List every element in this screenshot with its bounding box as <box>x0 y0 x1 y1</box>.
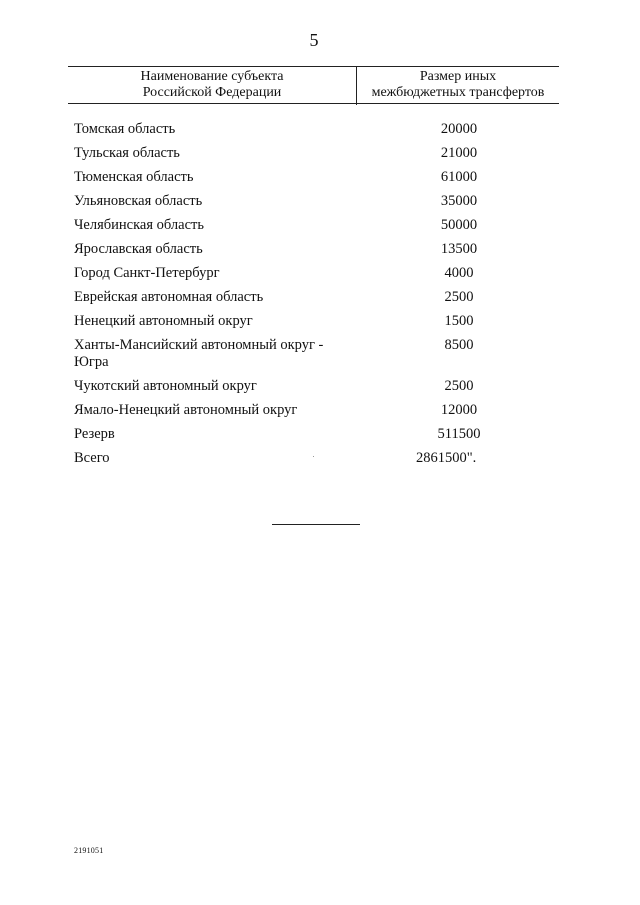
row-transfer-amount: 21000 <box>440 145 478 161</box>
row-transfer-amount: 13500 <box>440 241 478 257</box>
scan-speck <box>313 456 314 457</box>
table-row <box>74 214 564 238</box>
row-transfer-amount: 8500 <box>444 337 474 353</box>
row-subject-name: Тульская область <box>74 145 180 161</box>
end-of-table-rule <box>272 524 360 525</box>
row-transfer-amount: 1500 <box>444 313 474 329</box>
row-transfer-amount: 12000 <box>440 402 478 418</box>
row-subject-name: Город Санкт-Петербург <box>74 265 220 281</box>
table-row <box>74 286 564 310</box>
row-subject-name: Тюменская область <box>74 169 194 185</box>
document-code: 2191051 <box>74 846 104 855</box>
header-transfer-amount <box>357 69 559 101</box>
row-subject-name: Ярославская область <box>74 241 203 257</box>
row-transfer-amount: 2500 <box>444 289 474 305</box>
table-row <box>74 334 564 375</box>
table-row <box>74 262 564 286</box>
header-transfer-amount-line: Размер иных <box>419 69 497 84</box>
table-row <box>74 423 564 447</box>
table-row <box>74 190 564 214</box>
row-subject-name: Резерв <box>74 426 115 442</box>
table-header <box>68 66 559 104</box>
row-subject-name: Челябинская область <box>74 217 204 233</box>
row-subject-name: Чукотский автономный округ <box>74 378 257 394</box>
table-row <box>74 118 564 142</box>
row-subject-name: Еврейская автономная область <box>74 289 264 305</box>
header-subject-name-line: Наименование субъекта <box>140 69 284 84</box>
header-subject-name <box>68 69 356 101</box>
table-row <box>74 142 564 166</box>
row-transfer-amount: 511500 <box>437 426 481 442</box>
row-subject-name: Томская область <box>74 121 176 137</box>
row-transfer-amount: 35000 <box>440 193 478 209</box>
row-transfer-amount-total: 2861500". <box>416 450 477 466</box>
row-subject-name: Всего <box>74 450 110 466</box>
table-row <box>74 310 564 334</box>
row-transfer-amount: 20000 <box>440 121 478 137</box>
header-transfer-amount-line: межбюджетных трансфертов <box>371 85 545 100</box>
row-transfer-amount: 50000 <box>440 217 478 233</box>
row-subject-name: Ханты-Мансийский автономный округ - Югра <box>74 337 324 370</box>
table-row <box>74 399 564 423</box>
table-row <box>74 238 564 262</box>
row-transfer-amount: 61000 <box>440 169 478 185</box>
table-row-total <box>74 447 564 471</box>
row-subject-name: Ненецкий автономный округ <box>74 313 253 329</box>
page-number: 5 <box>309 30 319 50</box>
table-body <box>74 118 564 471</box>
table-row <box>74 166 564 190</box>
row-transfer-amount: 4000 <box>444 265 474 281</box>
row-subject-name: Ульяновская область <box>74 193 203 209</box>
row-transfer-amount: 2500 <box>444 378 474 394</box>
header-subject-name-line: Российской Федерации <box>142 85 282 100</box>
row-subject-name: Ямало-Ненецкий автономный округ <box>74 402 298 418</box>
table-row <box>74 375 564 399</box>
